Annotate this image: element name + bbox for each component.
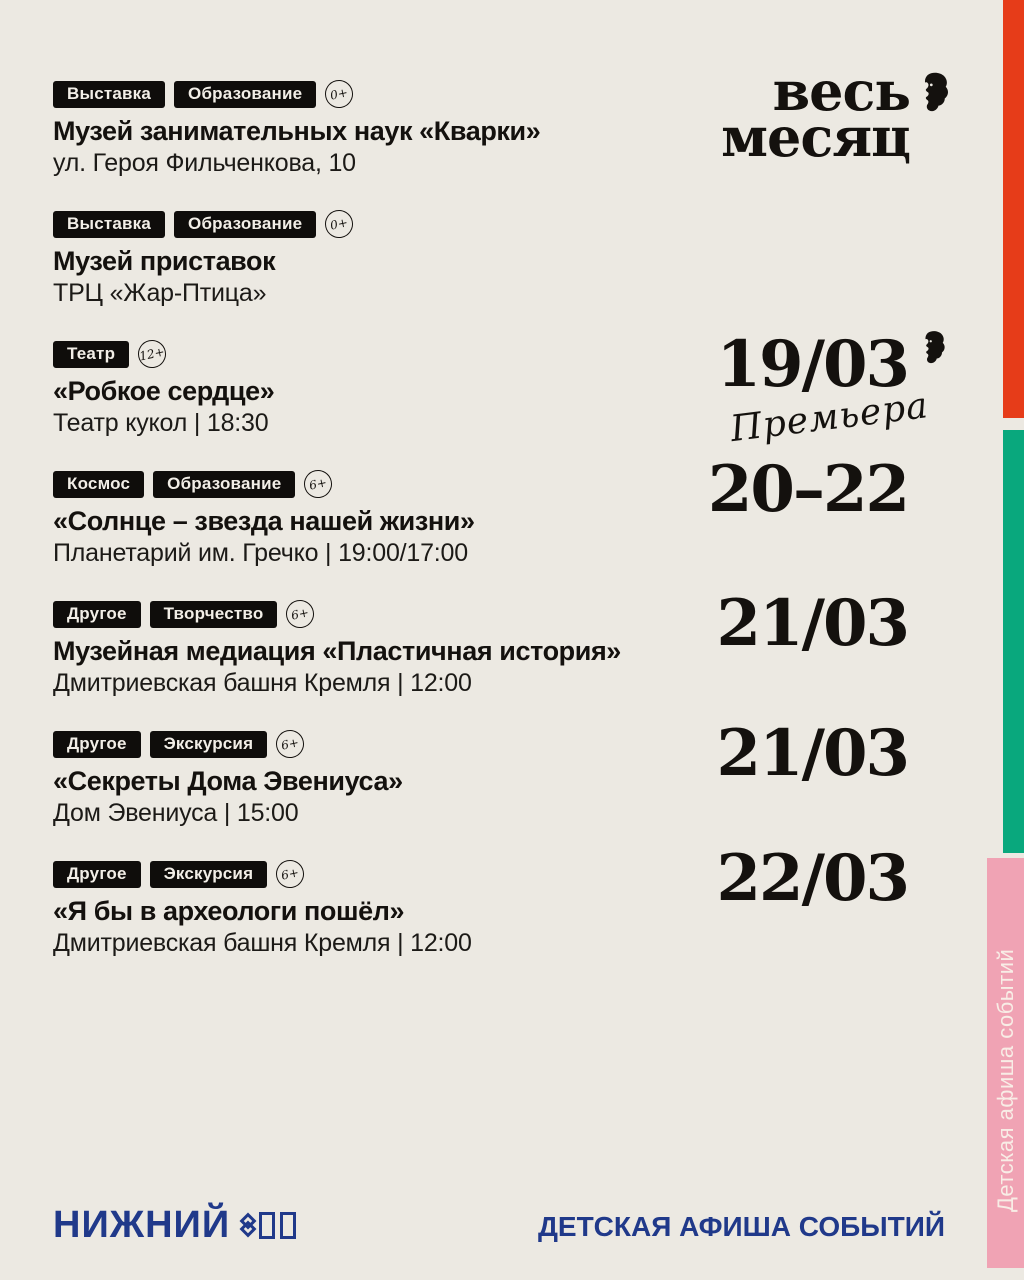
tag-row — [53, 600, 673, 628]
category-badge: Выставка — [53, 211, 165, 238]
premiere-note: Премьера — [728, 385, 931, 451]
whole-month-label — [700, 59, 910, 170]
logo-zero-icon — [259, 1212, 275, 1239]
list-item — [53, 860, 673, 990]
event-title: Музей приставок — [53, 246, 276, 276]
category-badge: Другое — [53, 731, 141, 758]
age-rating-badge: 0+ — [323, 77, 356, 110]
age-rating-badge: 6+ — [274, 857, 307, 890]
tag-row — [53, 470, 673, 498]
list-item — [53, 470, 673, 600]
tag-row — [53, 210, 673, 238]
category-badge: Другое — [53, 601, 141, 628]
event-date: 19/03 — [716, 327, 908, 402]
list-item — [53, 340, 673, 470]
age-rating-badge: 0+ — [323, 207, 356, 240]
tag-row — [53, 80, 673, 108]
list-item — [53, 600, 673, 730]
nizhny-800-logo — [53, 1206, 296, 1244]
event-title: «Секреты Дома Эвениуса» — [53, 766, 403, 796]
pushkin-silhouette-icon — [918, 330, 948, 366]
poster-footer-title: ДЕТСКАЯ АФИША СОБЫТИЙ — [537, 1211, 945, 1242]
age-rating-badge: 12+ — [136, 337, 169, 370]
list-item — [53, 80, 673, 210]
event-venue: Дмитриевская башня Кремля | 12:00 — [53, 669, 472, 698]
event-venue: Дом Эвениуса | 15:00 — [53, 799, 299, 828]
category-badge: Образование — [153, 471, 295, 498]
event-venue: ул. Героя Фильченкова, 10 — [53, 149, 356, 178]
list-item — [53, 210, 673, 340]
event-title: Музей занимательных наук «Кварки» — [53, 116, 541, 146]
category-badge: Другое — [53, 861, 141, 888]
age-rating-badge: 6+ — [274, 727, 307, 760]
logo-800-glyphs — [242, 1212, 296, 1239]
green-stripe — [1003, 430, 1024, 853]
vertical-side-label: Детская афиша событий — [993, 948, 1018, 1212]
tag-row — [53, 860, 673, 888]
logo-wordmark: НИЖНИЙ — [53, 1204, 231, 1246]
event-date: 22/03 — [716, 841, 908, 916]
logo-zero-icon — [280, 1212, 296, 1239]
age-rating-badge: 6+ — [284, 597, 317, 630]
category-badge: Образование — [174, 211, 316, 238]
event-venue: Театр кукол | 18:30 — [53, 409, 269, 438]
event-title: «Я бы в археологи пошёл» — [53, 896, 405, 926]
event-venue: Планетарий им. Гречко | 19:00/17:00 — [53, 539, 468, 568]
event-title: «Солнце – звезда нашей жизни» — [53, 506, 475, 536]
event-date: 21/03 — [716, 586, 908, 661]
tag-row — [53, 730, 673, 758]
event-date: 21/03 — [716, 716, 908, 791]
red-stripe — [1003, 0, 1024, 418]
event-venue: ТРЦ «Жар-Птица» — [53, 279, 267, 308]
event-date: 20–22 — [707, 452, 908, 527]
category-badge: Экскурсия — [150, 731, 268, 758]
category-badge: Выставка — [53, 81, 165, 108]
pushkin-silhouette-icon — [916, 72, 952, 114]
category-badge: Экскурсия — [150, 861, 268, 888]
category-badge: Космос — [53, 471, 144, 498]
tag-row — [53, 340, 673, 368]
events-list — [53, 80, 673, 990]
whole-month-line1: весь — [772, 59, 910, 123]
event-title: «Робкое сердце» — [53, 376, 275, 406]
event-venue: Дмитриевская башня Кремля | 12:00 — [53, 929, 472, 958]
category-badge: Образование — [174, 81, 316, 108]
list-item — [53, 730, 673, 860]
logo-eight-icon — [242, 1215, 254, 1235]
whole-month-line2: месяц — [721, 105, 910, 170]
age-rating-badge: 6+ — [302, 467, 335, 500]
category-badge: Творчество — [150, 601, 278, 628]
category-badge: Театр — [53, 341, 129, 368]
event-title: Музейная медиация «Пластичная история» — [53, 636, 621, 666]
